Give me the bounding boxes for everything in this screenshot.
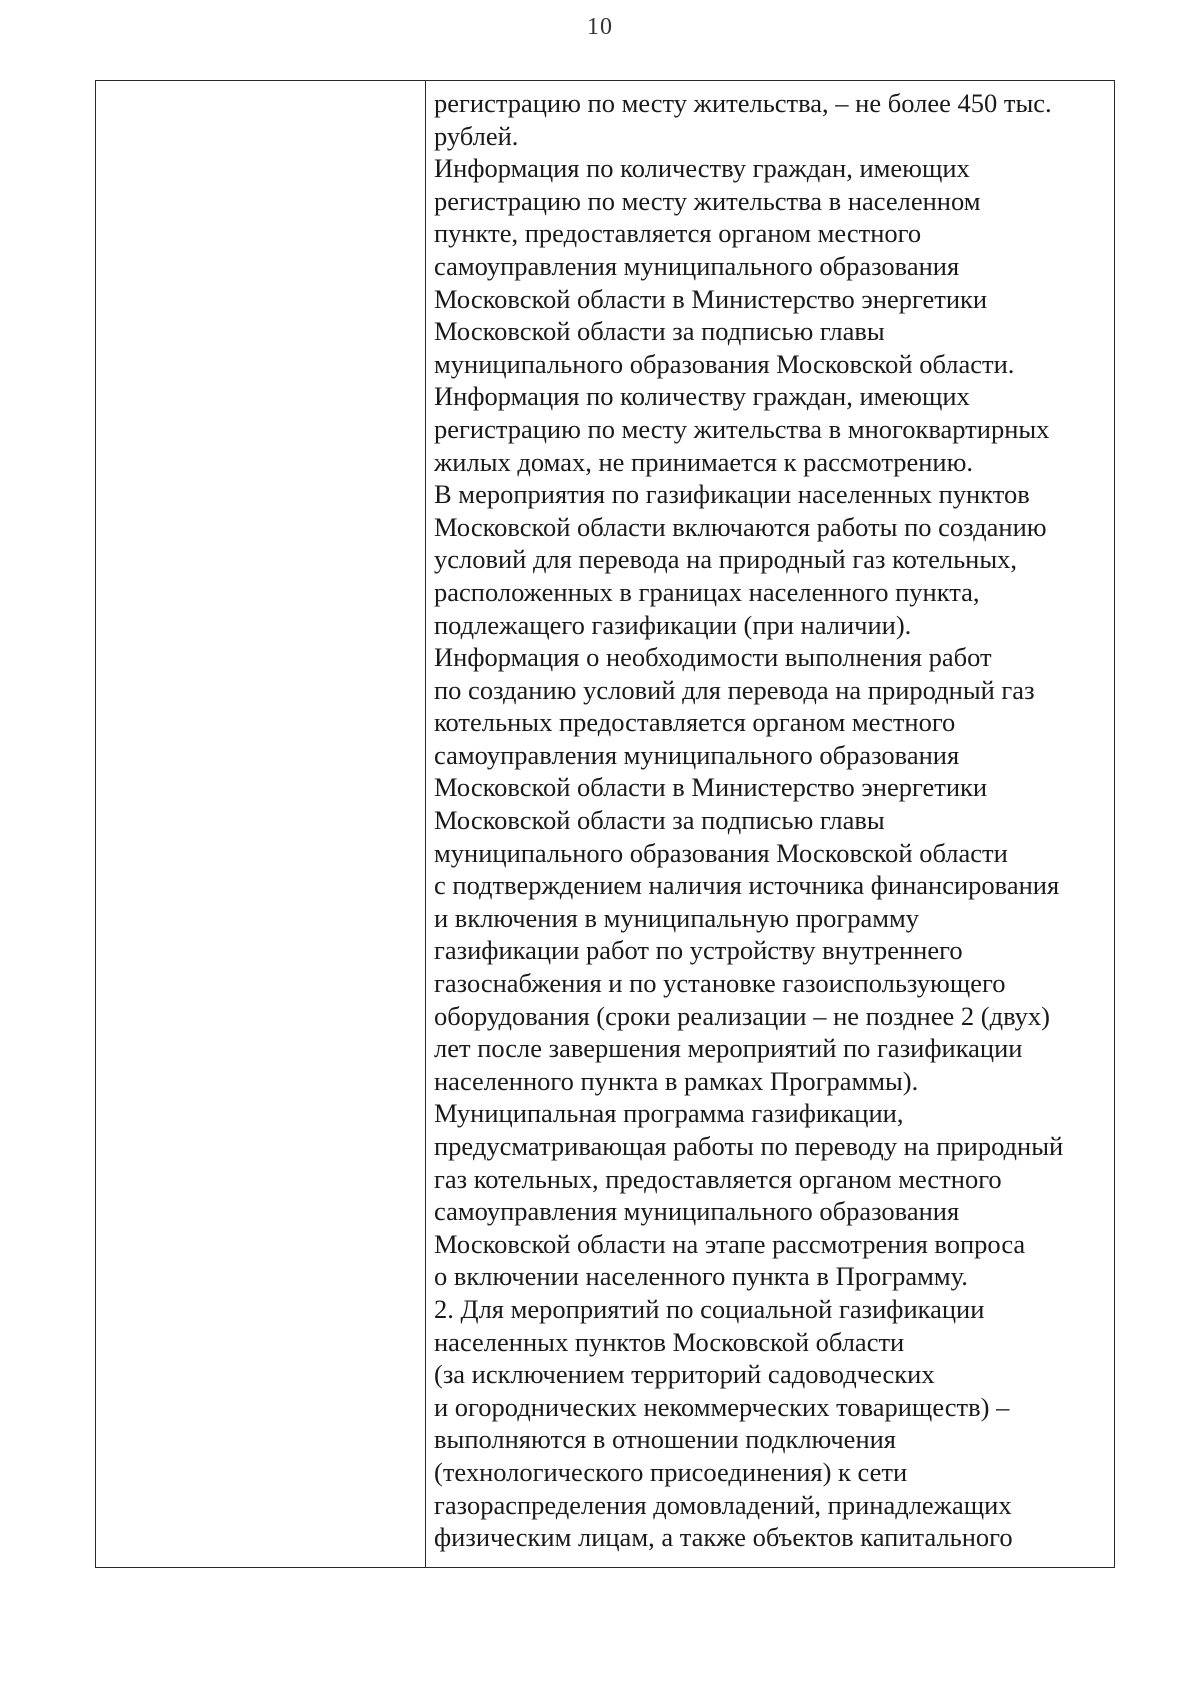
text-line: Информация по количеству граждан, имеющих xyxy=(434,153,970,184)
text-line: выполняются в отношении подключения xyxy=(434,1424,896,1455)
text-line: о включении населенного пункта в Программу. xyxy=(434,1261,968,1292)
text-line: (технологического присоединения) к сети xyxy=(434,1456,908,1487)
text-line: газоснабжения и по установке газоиспользующего xyxy=(434,968,1006,999)
text-line: регистрацию по месту жительства в населенном xyxy=(434,185,981,216)
text-line: расположенных в границах населенного пункта, xyxy=(434,576,980,607)
text-line: газораспределения домовладений, принадлежащих xyxy=(434,1489,1012,1520)
text-line: условий для перевода на природный газ котельных, xyxy=(434,544,1018,575)
text-line: самоуправления муниципального образования xyxy=(434,739,960,770)
text-line: физическим лицам, а также объектов капитального xyxy=(434,1522,1013,1553)
text-line: по созданию условий для перевода на природный газ xyxy=(434,674,1035,705)
text-line: и огороднических некоммерческих товариществ) – xyxy=(434,1391,1010,1422)
text-line: (за исключением территорий садоводческих xyxy=(434,1359,935,1390)
text-line: Московской области включаются работы по созданию xyxy=(434,511,1047,542)
text-line: Информация о необходимости выполнения работ xyxy=(434,642,992,673)
text-line: котельных предоставляется органом местного xyxy=(434,707,956,738)
text-line: жилых домах, не принимается к рассмотрению. xyxy=(434,446,974,477)
text-line: газификации работ по устройству внутреннего xyxy=(434,935,963,966)
text-line: муниципального образования Московской области. xyxy=(434,348,1015,379)
table-right-cell xyxy=(426,81,1114,1567)
text-line: населенного пункта в рамках Программы). xyxy=(434,1065,919,1096)
table-left-cell xyxy=(96,81,426,1567)
text-line: оборудования (сроки реализации – не позднее 2 (двух) xyxy=(434,1000,1050,1031)
text-line: Московской области в Министерство энергетики xyxy=(434,772,988,803)
text-line: с подтверждением наличия источника финансирования xyxy=(434,870,1060,901)
text-line: Московской области в Министерство энергетики xyxy=(434,283,988,314)
text-line: населенных пунктов Московской области xyxy=(434,1326,905,1357)
text-line: самоуправления муниципального образования xyxy=(434,1196,960,1227)
text-line: самоуправления муниципального образования xyxy=(434,250,960,281)
text-line: В мероприятия по газификации населенных пунктов xyxy=(434,479,1030,510)
text-line: муниципального образования Московской области xyxy=(434,837,1008,868)
text-line: Муниципальная программа газификации, xyxy=(434,1098,904,1129)
text-line: и включения в муниципальную программу xyxy=(434,902,920,933)
text-line: Информация по количеству граждан, имеющих xyxy=(434,381,970,412)
text-line: пункте, предоставляется органом местного xyxy=(434,218,922,249)
text-line: подлежащего газификации (при наличии). xyxy=(434,609,912,640)
text-line: регистрацию по месту жительства, – не более 450 тыс. xyxy=(434,88,1052,118)
text-line: Московской области за подписью главы xyxy=(434,316,885,347)
text-line: лет после завершения мероприятий по газификации xyxy=(434,1033,1023,1064)
text-line: регистрацию по месту жительства в многоквартирных xyxy=(434,413,1050,444)
text-line: газ котельных, предоставляется органом местного xyxy=(434,1163,1002,1194)
text-line: рублей. xyxy=(434,120,519,151)
document-table xyxy=(95,80,1115,1568)
text-line: 2. Для мероприятий по социальной газификации xyxy=(434,1293,985,1324)
page-number: 10 xyxy=(587,14,613,40)
text-line: Московской области за подписью главы xyxy=(434,805,885,836)
text-line: Московской области на этапе рассмотрения вопроса xyxy=(434,1228,1026,1259)
text-line: предусматривающая работы по переводу на природный xyxy=(434,1131,1064,1161)
